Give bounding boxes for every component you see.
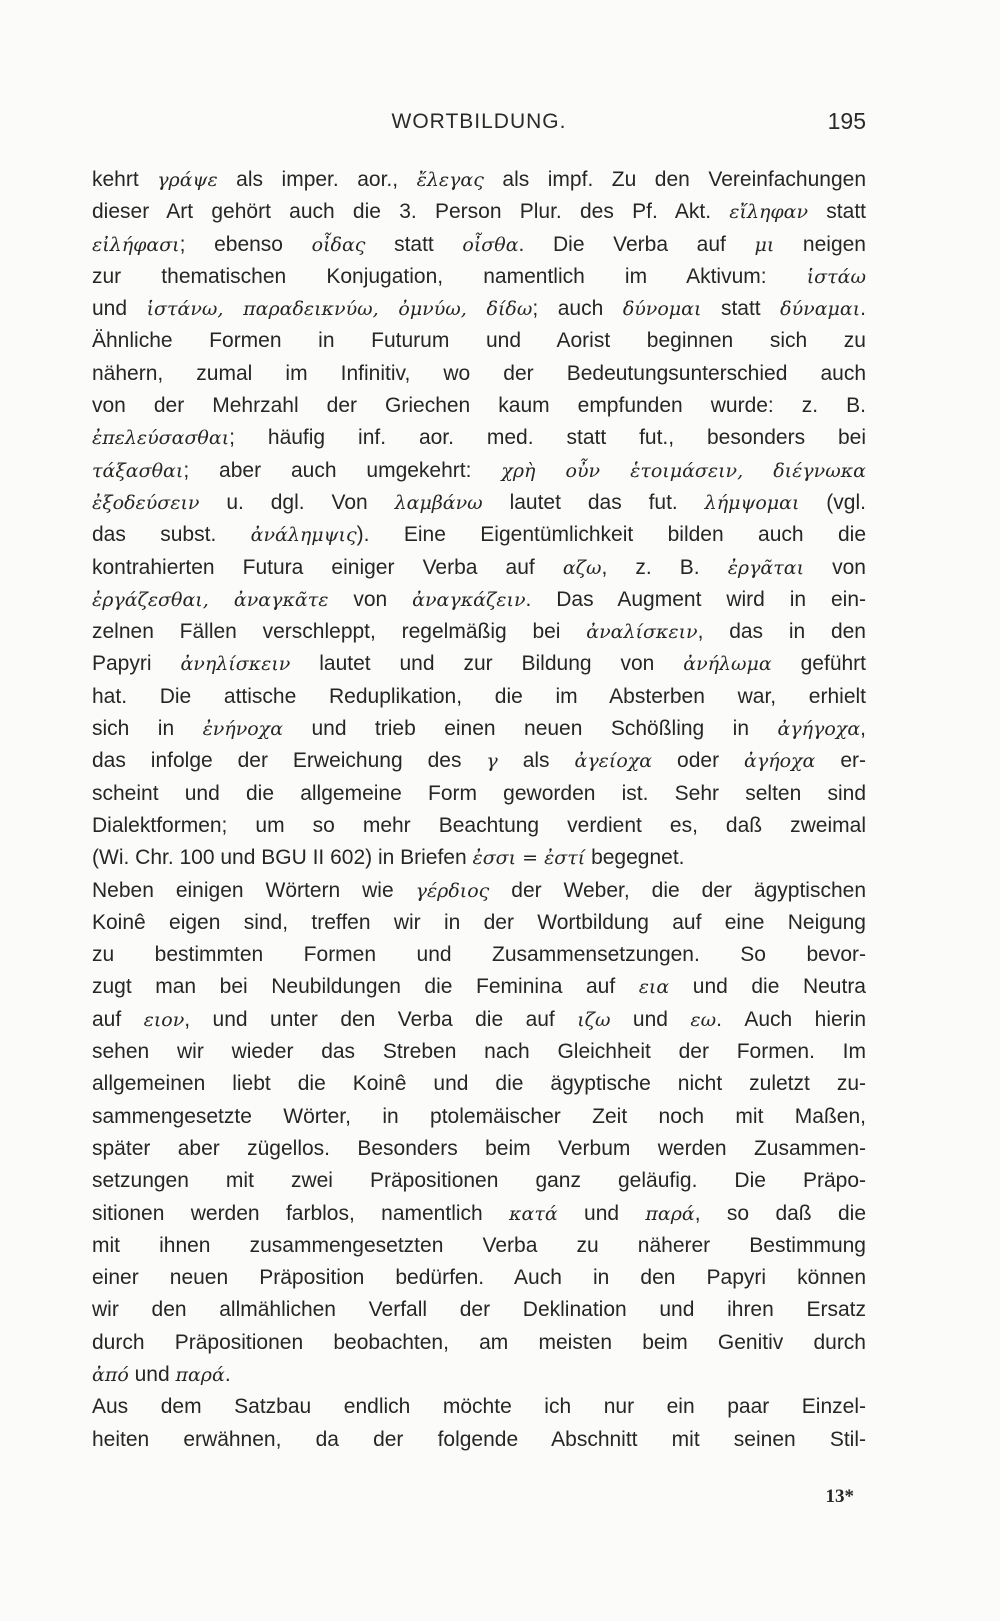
- text-segment: wir den allmählichen Verfall der Deklination und ihren Ersatz: [92, 1298, 866, 1322]
- text-line: [92, 358, 866, 390]
- text-segment: neigen: [774, 232, 866, 256]
- greek-word: ἀναλίσκειν: [586, 621, 698, 644]
- text-line: [92, 584, 866, 616]
- greek-word: εω: [690, 1008, 717, 1031]
- text-segment: später aber zügellos. Besonders beim Verbum werden Zusammen-: [92, 1136, 866, 1160]
- text-segment: und: [92, 297, 147, 321]
- greek-word: ἀναγκάζειν: [412, 588, 526, 611]
- text-line: [92, 842, 866, 874]
- text-segment: das subst.: [92, 523, 251, 547]
- greek-word: ἀνηλίσκειν: [180, 653, 291, 676]
- text-line: [92, 261, 866, 293]
- greek-word: ἐργᾶται: [727, 556, 805, 579]
- greek-word: μι: [754, 233, 775, 256]
- body-text: [92, 164, 866, 1456]
- text-line: [92, 875, 866, 907]
- text-line: [92, 1230, 866, 1262]
- text-line: [92, 778, 866, 810]
- text-segment: (Wi. Chr. 100 und BGU II 602) in Briefen: [92, 846, 473, 870]
- greek-word: εἰλήφασι: [92, 233, 180, 256]
- text-segment: scheint und die allgemeine Form geworden ist. Sehr selten sind: [92, 781, 866, 805]
- text-segment: auf: [92, 1007, 144, 1031]
- text-segment: Papyri: [92, 652, 181, 676]
- text-line: [92, 1294, 866, 1326]
- text-line: [92, 681, 866, 713]
- text-line: [92, 616, 866, 648]
- greek-word: γέρδιος: [415, 879, 490, 902]
- text-segment: .: [224, 1362, 231, 1386]
- text-segment: der Weber, die der ägyptischen: [489, 878, 866, 902]
- text-line: [92, 1262, 866, 1294]
- greek-word: ειον: [143, 1008, 185, 1031]
- text-segment: , das in den: [697, 620, 866, 644]
- text-segment: Ähnliche Formen in Futurum und Aorist beginnen sich zu: [92, 329, 866, 353]
- text-segment: . Das Augment wird in ein-: [525, 587, 866, 611]
- greek-word: ἀπό: [92, 1363, 129, 1386]
- greek-word: αζω: [562, 556, 602, 579]
- greek-word: γ: [486, 750, 498, 773]
- text-segment: ,: [860, 717, 866, 741]
- greek-word: γράψε: [157, 169, 218, 191]
- text-segment: , so daß die: [694, 1201, 866, 1225]
- text-line: [92, 422, 866, 454]
- text-segment: als imper. aor.,: [217, 168, 417, 191]
- text-segment: dieser Art gehört auch die 3. Person Plur. des Pf. Akt.: [92, 200, 730, 224]
- greek-word: δύνομαι: [622, 298, 702, 321]
- text-line: [92, 1068, 866, 1100]
- text-segment: als impf. Zu den Vereinfachungen: [483, 168, 866, 191]
- text-line: [92, 745, 866, 777]
- text-segment: sehen wir wieder das Streben nach Gleichheit der Formen. Im: [92, 1040, 866, 1064]
- text-segment: sitionen werden farblos, namentlich: [92, 1201, 510, 1225]
- text-segment: von: [804, 555, 866, 579]
- greek-word: ἐνήνοχα: [202, 718, 284, 741]
- text-line: [92, 325, 866, 357]
- greek-word: παρά: [175, 1363, 225, 1386]
- text-segment: Koinê eigen sind, treffen wir in der Wortbildung auf eine Neigung: [92, 910, 866, 934]
- text-segment: und die Neutra: [669, 975, 866, 999]
- text-line: [92, 907, 866, 939]
- text-line: [92, 390, 866, 422]
- text-segment: . Die Verba auf: [518, 232, 755, 256]
- greek-word: ἀγήγοχα: [777, 718, 861, 741]
- text-line: [92, 939, 866, 971]
- text-segment: und: [128, 1362, 176, 1386]
- greek-word: λαμβάνω: [394, 491, 483, 514]
- text-segment: , z. B.: [601, 555, 728, 579]
- text-segment: heiten erwähnen, da der folgende Abschnitt mit seinen Stil-: [92, 1427, 866, 1451]
- text-line: [92, 552, 866, 584]
- text-segment: lautet das fut.: [482, 490, 705, 514]
- page-number: 195: [827, 108, 866, 134]
- text-segment: statt: [808, 200, 866, 224]
- greek-word: ἔλεγας: [416, 169, 484, 191]
- text-line: [92, 1133, 866, 1165]
- greek-word: ἐσσι = ἐστί: [472, 847, 586, 870]
- greek-word: ἀνήλωμα: [683, 653, 772, 676]
- text-segment: zur thematischen Konjugation, namentlich im Aktivum:: [92, 264, 807, 288]
- greek-word: οἶσθα: [462, 233, 519, 256]
- text-segment: statt: [701, 297, 781, 321]
- text-segment: Neben einigen Wörtern wie: [92, 878, 416, 902]
- text-segment: hat. Die attische Reduplikation, die im Absterben war, erhielt: [92, 684, 866, 708]
- text-segment: sammengesetzte Wörter, in ptolemäischer Zeit noch mit Maßen,: [92, 1104, 866, 1128]
- text-line: [92, 1391, 866, 1423]
- text-line: [92, 713, 866, 745]
- text-segment: das infolge der Erweichung des: [92, 749, 487, 773]
- greek-word: ἐπελεύσασθαι: [92, 427, 230, 450]
- text-segment: u. dgl. Von: [199, 490, 395, 514]
- greek-word: ἀγείοχα: [574, 750, 653, 773]
- text-segment: (vgl.: [799, 490, 866, 514]
- text-segment: ; ebenso: [179, 232, 312, 256]
- text-segment: ). Eine Eigentümlichkeit bilden auch die: [356, 523, 866, 547]
- text-segment: lautet und zur Bildung von: [290, 652, 684, 676]
- greek-word: χρὴ οὖν ἑτοιμάσειν, διέγνωκα: [501, 459, 866, 482]
- greek-word: ἱστάω: [806, 265, 866, 288]
- text-segment: geführt: [771, 652, 866, 676]
- text-segment: durch Präpositionen beobachten, am meisten beim Genitiv durch: [92, 1330, 866, 1354]
- text-line: [92, 1004, 866, 1036]
- text-segment: und: [610, 1007, 691, 1031]
- text-segment: nähern, zumal im Infinitiv, wo der Bedeutungsunterschied auch: [92, 361, 866, 385]
- text-segment: zelnen Fällen verschleppt, regelmäßig bei: [92, 620, 587, 644]
- text-segment: ; häufig inf. aor. med. statt fut., besonders bei: [229, 426, 866, 450]
- text-segment: zu bestimmten Formen und Zusammensetzungen. So bevor-: [92, 943, 866, 967]
- text-line: [92, 1198, 866, 1230]
- text-line: [92, 455, 866, 487]
- text-line: [92, 971, 866, 1003]
- text-line: [92, 1101, 866, 1133]
- greek-word: λήμψομαι: [704, 491, 800, 514]
- text-line: [92, 1327, 866, 1359]
- text-line: [92, 1424, 866, 1456]
- running-head-title: WORTBILDUNG.: [391, 110, 567, 133]
- text-segment: kontrahierten Futura einiger Verba auf: [92, 555, 563, 579]
- text-line: [92, 1359, 866, 1391]
- greek-word: δύναμαι: [780, 298, 861, 321]
- text-segment: oder: [652, 749, 745, 773]
- text-line: [92, 810, 866, 842]
- greek-word: ἐξοδεύσειν: [92, 491, 200, 514]
- text-segment: , und unter den Verba die auf: [184, 1007, 578, 1031]
- printer-signature-mark: 13*: [825, 1486, 854, 1507]
- text-segment: ; aber auch umgekehrt:: [183, 458, 502, 482]
- greek-word: ἀνάλημψις: [250, 524, 357, 547]
- text-segment: sich in: [92, 717, 203, 741]
- running-head: [92, 108, 866, 138]
- text-segment: .: [860, 297, 866, 321]
- text-line: [92, 487, 866, 519]
- greek-word: παρά: [645, 1202, 695, 1225]
- text-line: [92, 229, 866, 261]
- text-line: [92, 1036, 866, 1068]
- text-segment: und: [557, 1201, 646, 1225]
- text-segment: von: [328, 587, 413, 611]
- text-line: [92, 196, 866, 228]
- text-line: [92, 648, 866, 680]
- text-segment: er-: [815, 749, 866, 773]
- text-segment: allgemeinen liebt die Koinê und die ägyptische nicht zuletzt zu-: [92, 1072, 866, 1096]
- greek-word: τάξασθαι: [92, 459, 184, 482]
- greek-word: εια: [638, 976, 670, 999]
- text-line: [92, 1165, 866, 1197]
- text-segment: einer neuen Präposition bedürfen. Auch in den Papyri können: [92, 1266, 866, 1290]
- text-line: [92, 519, 866, 551]
- text-segment: zugt man bei Neubildungen die Feminina auf: [92, 975, 639, 999]
- text-line: [92, 293, 866, 325]
- greek-word: ἀγήοχα: [744, 750, 816, 773]
- text-segment: begegnet.: [585, 846, 685, 870]
- text-segment: setzungen mit zwei Präpositionen ganz geläufig. Die Präpo-: [92, 1169, 866, 1193]
- greek-word: ιζω: [577, 1008, 611, 1031]
- greek-word: κατά: [509, 1202, 558, 1225]
- greek-word: ἱστάνω, παραδεικνύω, ὀμνύω, δίδω: [146, 298, 533, 321]
- text-segment: . Auch hierin: [716, 1007, 866, 1031]
- text-segment: von der Mehrzahl der Griechen kaum empfunden wurde: z. B.: [92, 394, 866, 418]
- text-segment: als: [497, 749, 575, 773]
- greek-word: εἴληφαν: [729, 201, 809, 224]
- text-segment: und trieb einen neuen Schößling in: [283, 717, 778, 741]
- text-segment: statt: [365, 232, 463, 256]
- text-segment: Aus dem Satzbau endlich möchte ich nur ein paar Einzel-: [92, 1395, 866, 1419]
- text-segment: ; auch: [532, 297, 623, 321]
- text-segment: mit ihnen zusammengesetzten Verba zu näherer Bestimmung: [92, 1233, 866, 1257]
- text-line: [92, 164, 866, 196]
- greek-word: ἐργάζεσθαι, ἀναγκᾶτε: [92, 588, 329, 611]
- greek-word: οἶδας: [311, 233, 366, 256]
- text-segment: kehrt: [92, 168, 158, 191]
- text-segment: Dialektformen; um so mehr Beachtung verdient es, daß zweimal: [92, 813, 866, 837]
